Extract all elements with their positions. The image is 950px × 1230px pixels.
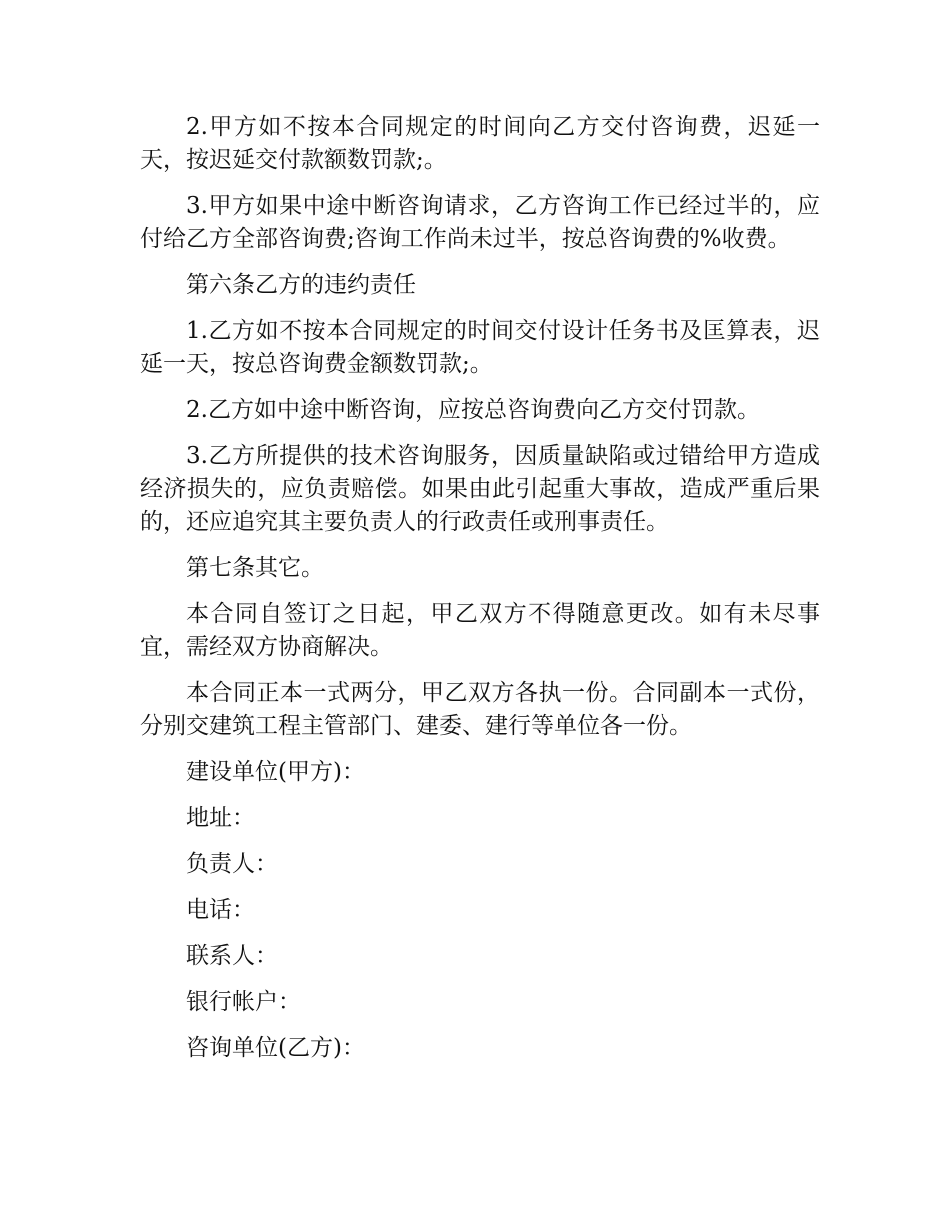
- contact-person-field: 联系人：: [186, 943, 278, 969]
- address-field: 地址：: [186, 805, 255, 831]
- party-a-unit-field: 建设单位(甲方)：: [186, 759, 365, 785]
- clause-paragraph: 2.甲方如不按本合同规定的时间向乙方交付咨询费，迟延一天，按迟延交付款额数罚款;。: [140, 114, 820, 173]
- party-b-unit-field: 咨询单位(乙方)：: [186, 1035, 365, 1061]
- phone-field: 电话：: [186, 897, 255, 923]
- document-body: [140, 111, 820, 1078]
- clause-paragraph: 本合同正本一式两分，甲乙双方各执一份。合同副本一式份，分别交建筑工程主管部门、建委、建行等单位各一份。: [140, 680, 820, 739]
- clause-paragraph: 3.甲方如果中途中断咨询请求，乙方咨询工作已经过半的，应付给乙方全部咨询费;咨询工作尚未过半，按总咨询费的%收费。: [140, 193, 820, 252]
- section-heading: 第六条乙方的违约责任: [186, 272, 416, 298]
- clause-paragraph: 3.乙方所提供的技术咨询服务，因质量缺陷或过错给甲方造成经济损失的，应负责赔偿。如果由此引起重大事故，造成严重后果的，还应追究其主要负责人的行政责任或刑事责任。: [140, 443, 820, 535]
- bank-account-field: 银行帐户：: [186, 989, 301, 1015]
- clause-paragraph: 2.乙方如中途中断咨询，应按总咨询费向乙方交付罚款。: [186, 397, 760, 423]
- section-heading: 第七条其它。: [186, 555, 324, 581]
- clause-paragraph: 1.乙方如不按本合同规定的时间交付设计任务书及匡算表，迟延一天，按总咨询费金额数罚款;。: [140, 318, 820, 377]
- clause-paragraph: 本合同自签订之日起，甲乙双方不得随意更改。如有未尽事宜，需经双方协商解决。: [140, 601, 820, 660]
- responsible-person-field: 负责人：: [186, 851, 278, 877]
